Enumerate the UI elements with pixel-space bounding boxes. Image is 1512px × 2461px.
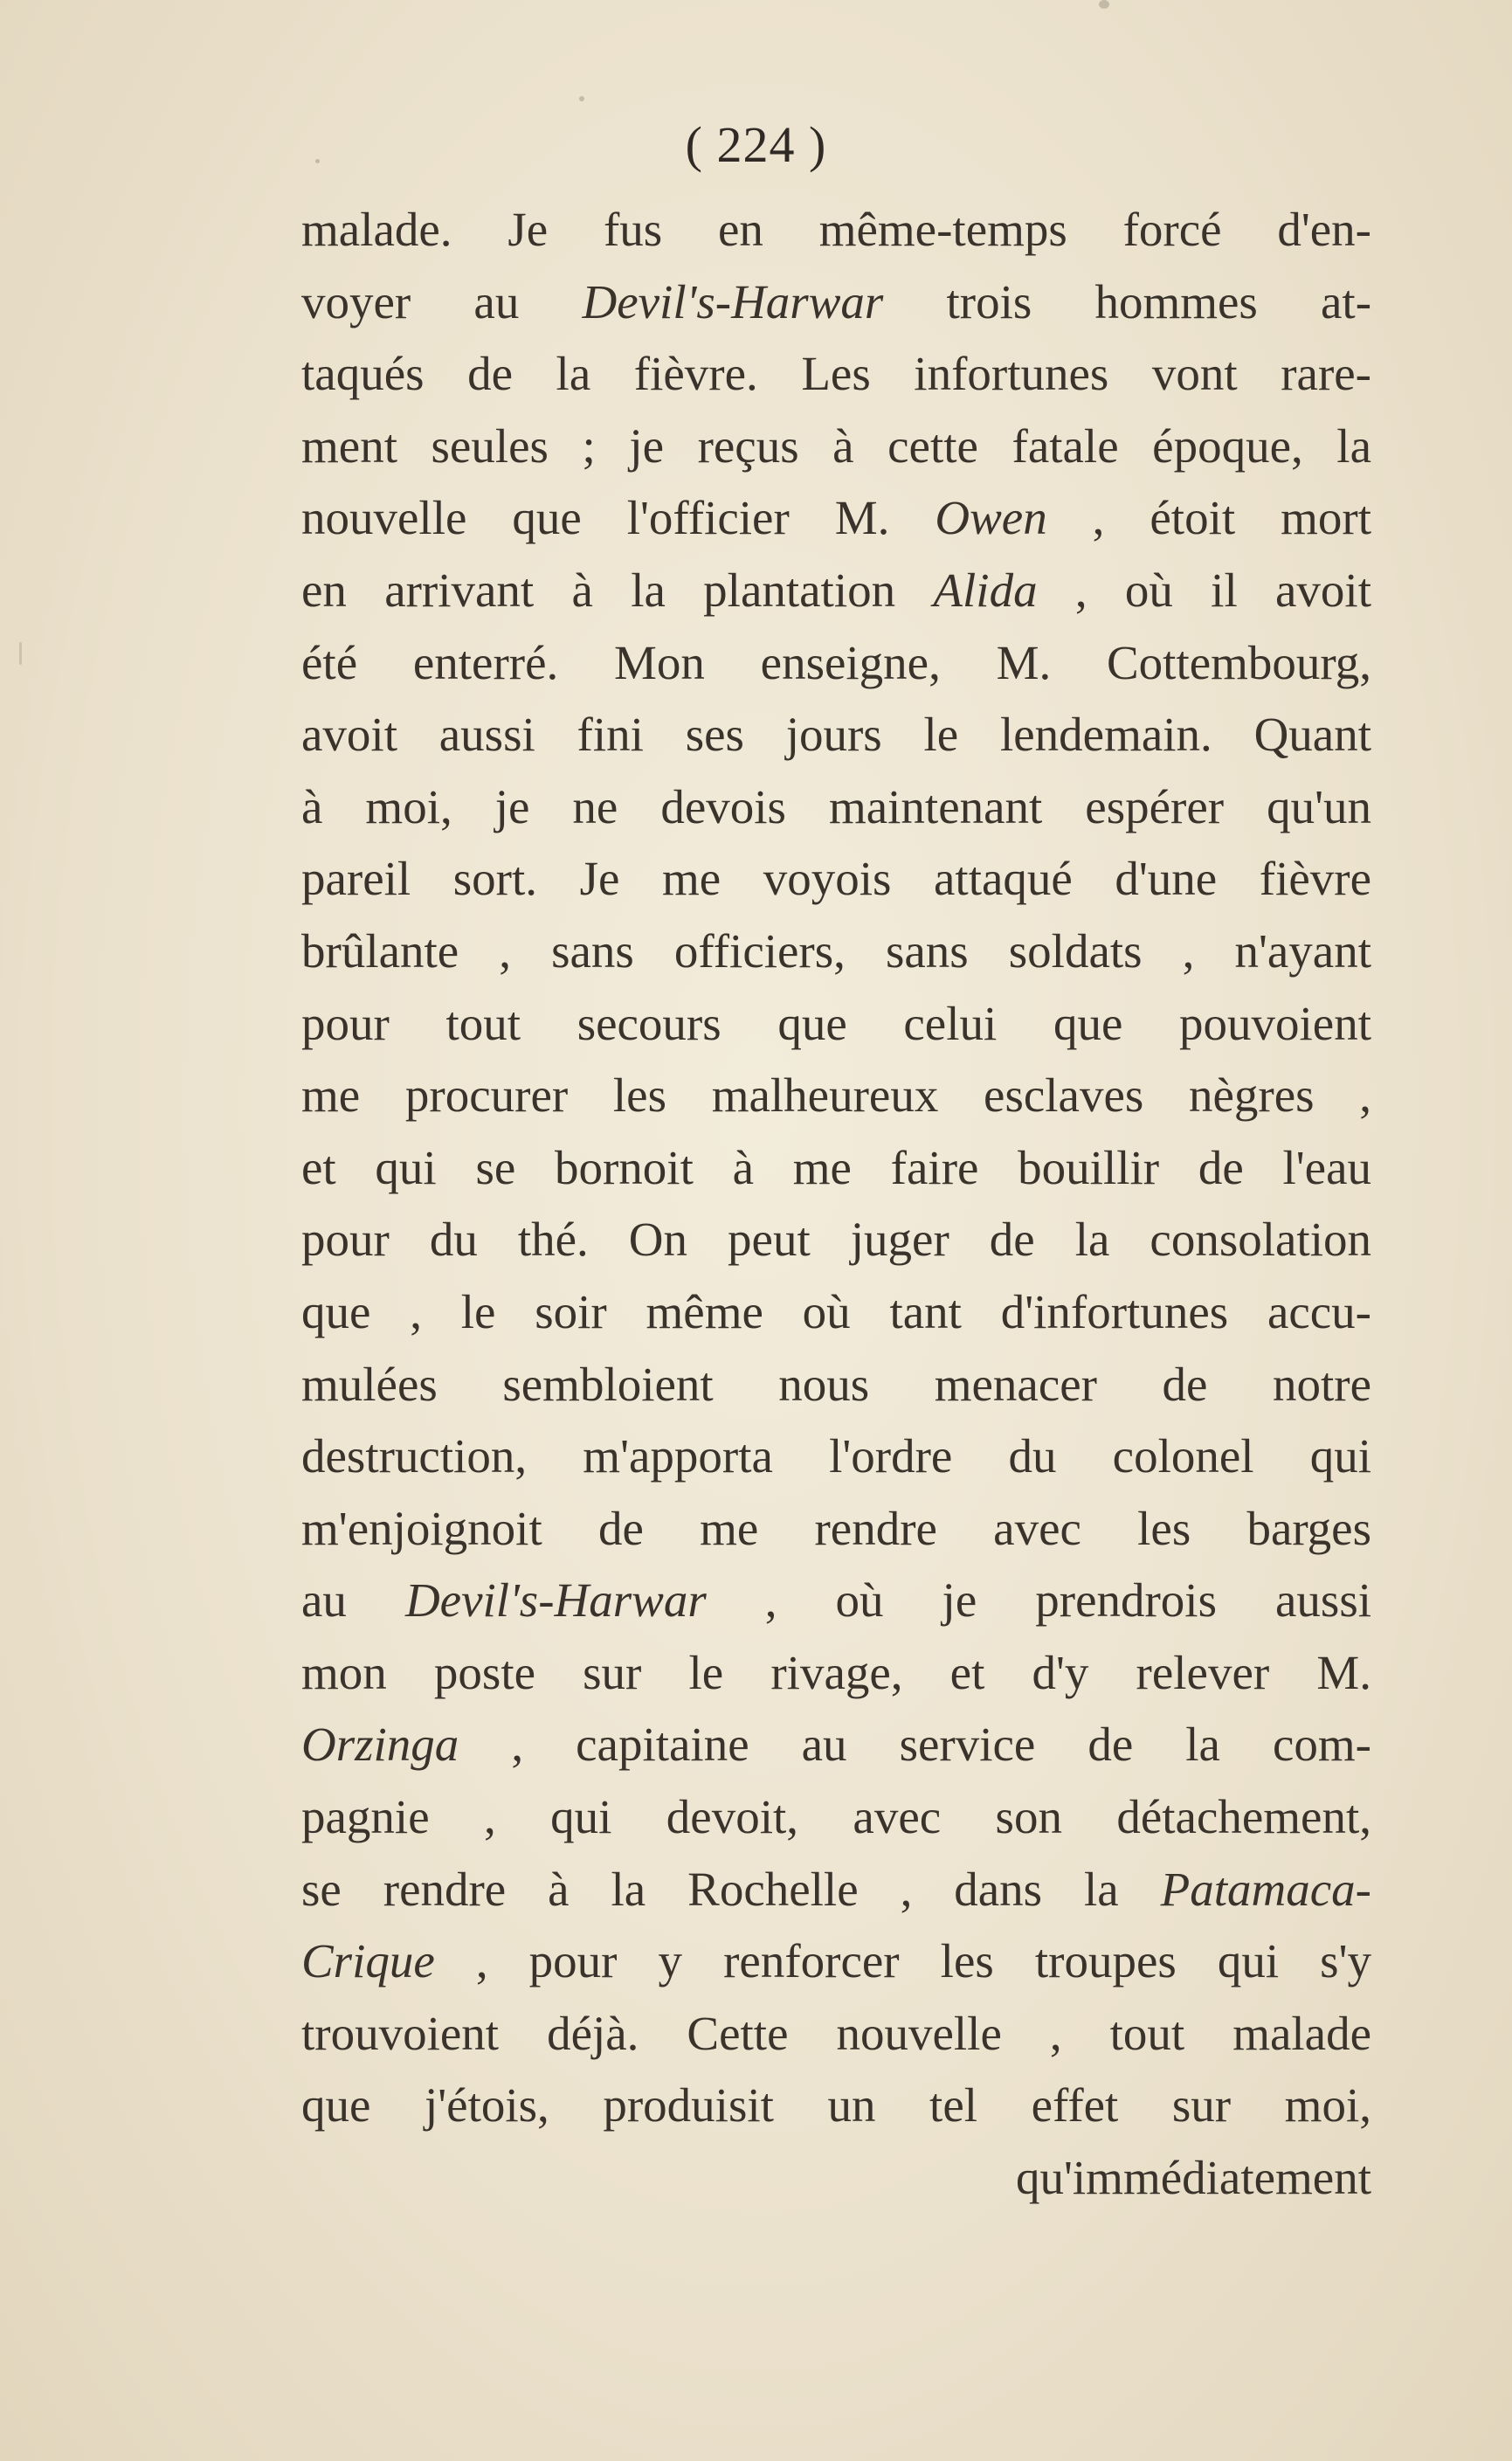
text-line: Crique , pour y renforcer les troupes qui s'y bbox=[301, 1934, 1371, 1988]
text-line: trouvoient déjà. Cette nouvelle , tout malade bbox=[301, 2006, 1371, 2060]
text-line: avoit aussi fini ses jours le lendemain. Quant bbox=[301, 708, 1371, 762]
text-line: m'enjoignoit de me rendre avec les barges bbox=[301, 1501, 1371, 1555]
text-line: se rendre à la Rochelle , dans la Patamaca- bbox=[301, 1862, 1371, 1916]
text-line: au Devil's-Harwar , où je prendrois aussi bbox=[301, 1573, 1371, 1628]
text-line: brûlante , sans officiers, sans soldats , n'ayant bbox=[301, 923, 1371, 978]
text-line: mulées sembloient nous menacer de notre bbox=[301, 1357, 1371, 1411]
page-number: ( 224 ) bbox=[685, 116, 827, 173]
paper-speck bbox=[1099, 0, 1109, 9]
text-line: et qui se bornoit à me faire bouillir de l'eau bbox=[301, 1140, 1371, 1194]
text-line: que j'étois, produisit un tel effet sur moi, bbox=[301, 2078, 1371, 2133]
text-line: pour tout secours que celui que pouvoient bbox=[301, 996, 1371, 1050]
text-line: ment seules ; je reçus à cette fatale époque, la bbox=[301, 418, 1371, 473]
text-line: à moi, je ne devois maintenant espérer qu'un bbox=[301, 779, 1371, 833]
text-line: pagnie , qui devoit, avec son détachement, bbox=[301, 1790, 1371, 1844]
text-line: pareil sort. Je me voyois attaqué d'une fièvre bbox=[301, 852, 1371, 906]
text-line: taqués de la fièvre. Les infortunes vont rare- bbox=[301, 347, 1371, 401]
text-line: destruction, m'apporta l'ordre du colonel qui bbox=[301, 1429, 1371, 1483]
text-line: malade. Je fus en même-temps forcé d'en- bbox=[301, 203, 1371, 256]
paper-speck bbox=[19, 642, 22, 665]
body-text bbox=[301, 194, 1371, 2215]
text-line: pour du thé. On peut juger de la consolation bbox=[301, 1213, 1371, 1267]
text-line: me procurer les malheureux esclaves nègres , bbox=[301, 1068, 1371, 1123]
text-line: en arrivant à la plantation Alida , où il avoit bbox=[301, 563, 1371, 617]
text-line: Orzinga , capitaine au service de la com- bbox=[301, 1718, 1371, 1772]
text-line: mon poste sur le rivage, et d'y relever M. bbox=[301, 1645, 1371, 1699]
text-line: que , le soir même où tant d'infortunes accu- bbox=[301, 1284, 1371, 1338]
text-line: été enterré. Mon enseigne, M. Cottembourg, bbox=[301, 635, 1371, 689]
text-line: nouvelle que l'officier M. Owen , étoit mort bbox=[301, 491, 1371, 545]
catchword-line: qu'immédiatement bbox=[1015, 2151, 1371, 2205]
text-line: voyer au Devil's-Harwar trois hommes at- bbox=[301, 274, 1372, 328]
paper-speck bbox=[579, 96, 584, 101]
